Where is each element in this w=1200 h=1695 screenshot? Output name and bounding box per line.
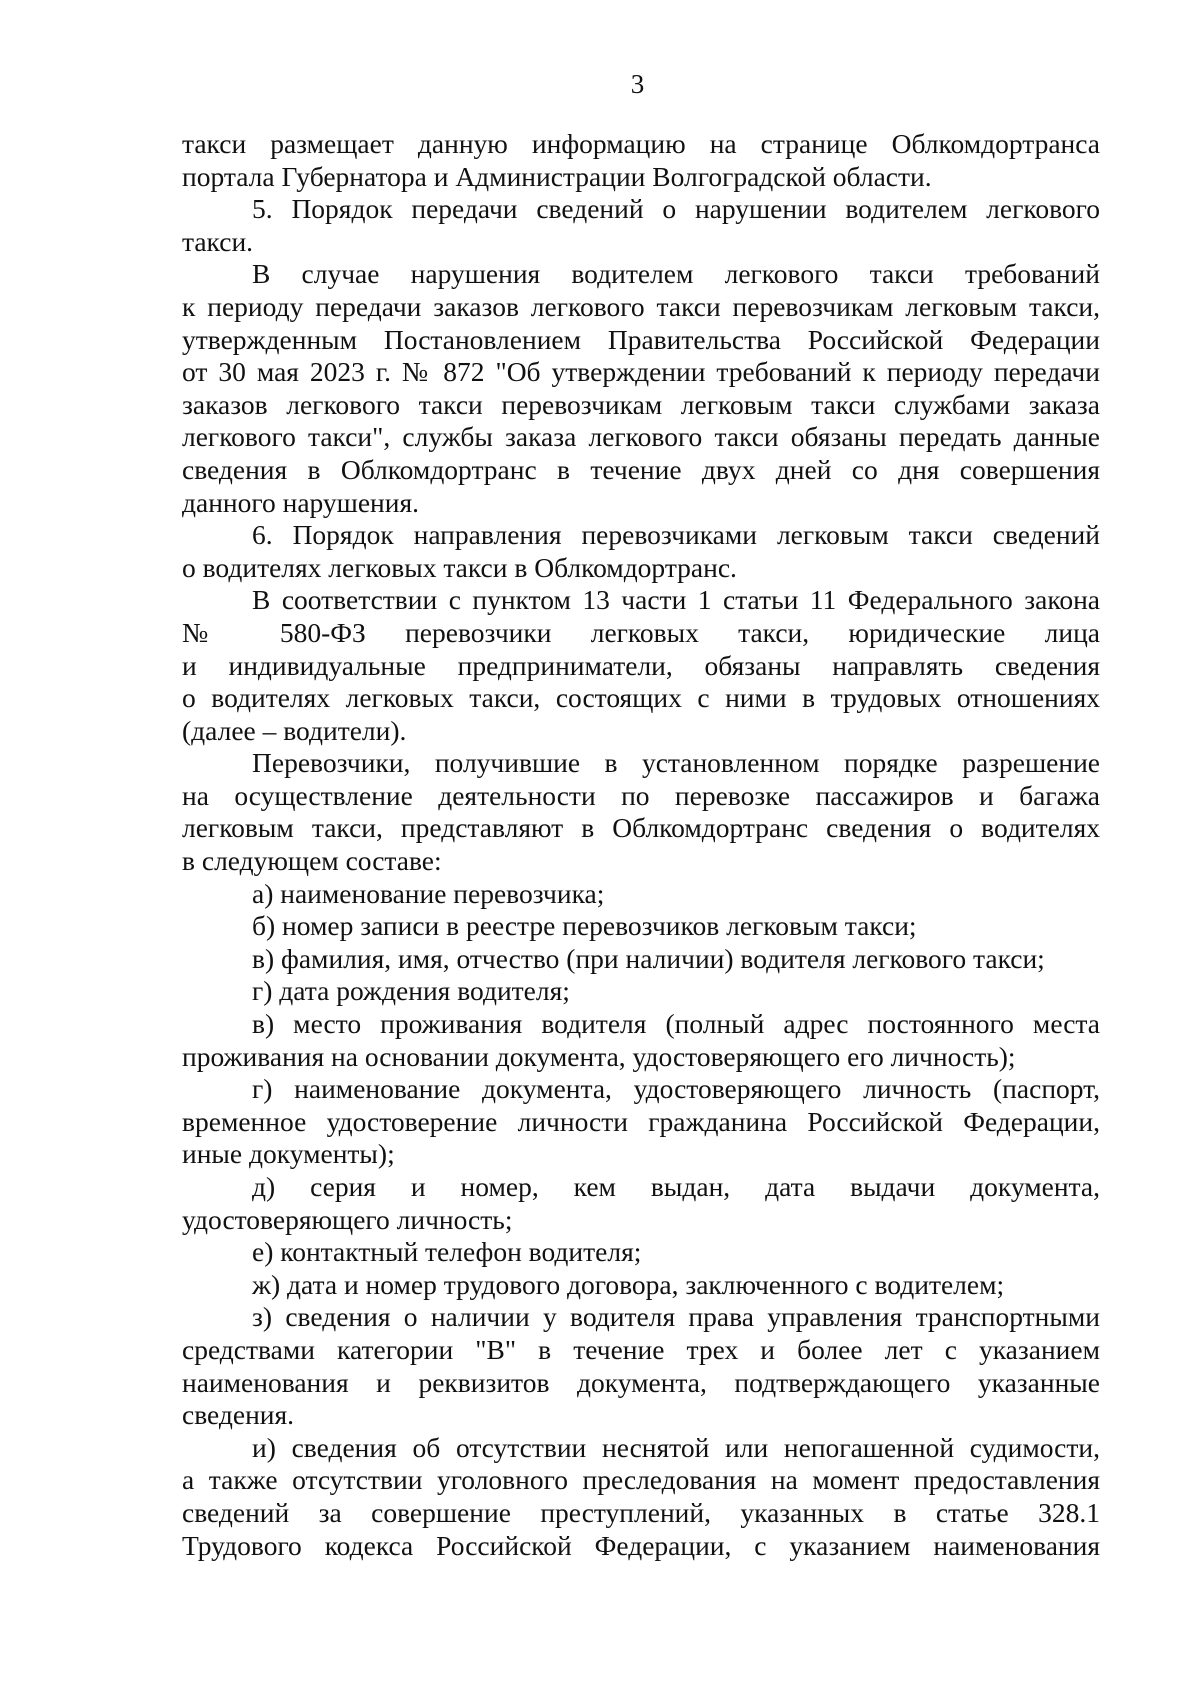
text-line: удостоверяющего личность; bbox=[182, 1203, 513, 1235]
text-line: средствами категории "В" в течение трех и более лет с указанием bbox=[182, 1333, 1100, 1365]
text-line: легковым такси, представляют в Облкомдортранс сведения о водителях bbox=[182, 812, 1100, 844]
text-line: сведений за совершение преступлений, указанных в статье 328.1 bbox=[182, 1496, 1100, 1528]
text-line: е) контактный телефон водителя; bbox=[252, 1236, 642, 1268]
text-line: сведения в Облкомдортранс в течение двух дней со дня совершения bbox=[182, 453, 1100, 485]
text-line: временное удостоверение личности гражданина Российской Федерации, bbox=[182, 1105, 1100, 1137]
text-line: о водителях легковых такси в Облкомдортранс. bbox=[182, 551, 737, 583]
text-line: данного нарушения. bbox=[182, 486, 419, 518]
text-line: и индивидуальные предприниматели, обязаны направлять сведения bbox=[182, 649, 1100, 681]
text-line: а) наименование перевозчика; bbox=[252, 877, 605, 909]
text-line: в) фамилия, имя, отчество (при наличии) водителя легкового такси; bbox=[252, 942, 1045, 974]
text-line: такси размещает данную информацию на странице Облкомдортранса bbox=[182, 128, 1100, 159]
text-line: такси. bbox=[182, 225, 254, 257]
text-line: наименования и реквизитов документа, подтверждающего указанные bbox=[182, 1366, 1100, 1398]
text-line: № 580-ФЗ перевозчики легковых такси, юридические лица bbox=[182, 616, 1100, 648]
text-line: легкового такси", службы заказа легкового такси обязаны передать данные bbox=[182, 421, 1100, 453]
text-line: д) серия и номер, кем выдан, дата выдачи документа, bbox=[252, 1171, 1100, 1202]
text-line: г) наименование документа, удостоверяющего личность (паспорт, bbox=[252, 1073, 1100, 1105]
text-line: сведения. bbox=[182, 1399, 295, 1431]
text-line: а также отсутствии уголовного преследования на момент предоставления bbox=[182, 1464, 1100, 1496]
text-line: (далее – водители). bbox=[182, 714, 407, 746]
text-line: утвержденным Постановлением Правительства Российской Федерации bbox=[182, 323, 1100, 355]
text-line: В случае нарушения водителем легкового такси требований bbox=[252, 258, 1100, 290]
text-line: проживания на основании документа, удостоверяющего его личность); bbox=[182, 1040, 1016, 1072]
text-line: в следующем составе: bbox=[182, 845, 442, 877]
text-line: в) место проживания водителя (полный адрес постоянного места bbox=[252, 1008, 1100, 1040]
text-line: 5. Порядок передачи сведений о нарушении водителем легкового bbox=[252, 193, 1100, 225]
page-number: 3 bbox=[630, 69, 645, 99]
document-body bbox=[182, 128, 1100, 1562]
text-line: б) номер записи в реестре перевозчиков легковым такси; bbox=[252, 910, 917, 942]
text-line: иные документы); bbox=[182, 1138, 395, 1170]
text-line: от 30 мая 2023 г. № 872 "Об утверждении требований к периоду передачи bbox=[182, 356, 1100, 388]
text-line: Трудового кодекса Российской Федерации, с указанием наименования bbox=[182, 1529, 1100, 1561]
text-line: на осуществление деятельности по перевозке пассажиров и багажа bbox=[182, 779, 1100, 811]
text-line: и) сведения об отсутствии неснятой или непогашенной судимости, bbox=[252, 1431, 1100, 1463]
text-line: портала Губернатора и Администрации Волгоградской области. bbox=[182, 160, 932, 192]
text-line: В соответствии с пунктом 13 части 1 статьи 11 Федерального закона bbox=[252, 584, 1100, 616]
text-line: Перевозчики, получившие в установленном порядке разрешение bbox=[252, 747, 1100, 779]
text-line: г) дата рождения водителя; bbox=[252, 975, 570, 1007]
text-line: 6. Порядок направления перевозчиками легковым такси сведений bbox=[252, 519, 1100, 551]
text-line: ж) дата и номер трудового договора, заключенного с водителем; bbox=[252, 1268, 1005, 1300]
text-line: к периоду передачи заказов легкового такси перевозчикам легковым такси, bbox=[182, 290, 1100, 322]
text-line: о водителях легковых такси, состоящих с ними в трудовых отношениях bbox=[182, 682, 1100, 714]
text-line: заказов легкового такси перевозчикам легковым такси службами заказа bbox=[182, 388, 1100, 420]
text-line: з) сведения о наличии у водителя права управления транспортными bbox=[252, 1301, 1100, 1333]
